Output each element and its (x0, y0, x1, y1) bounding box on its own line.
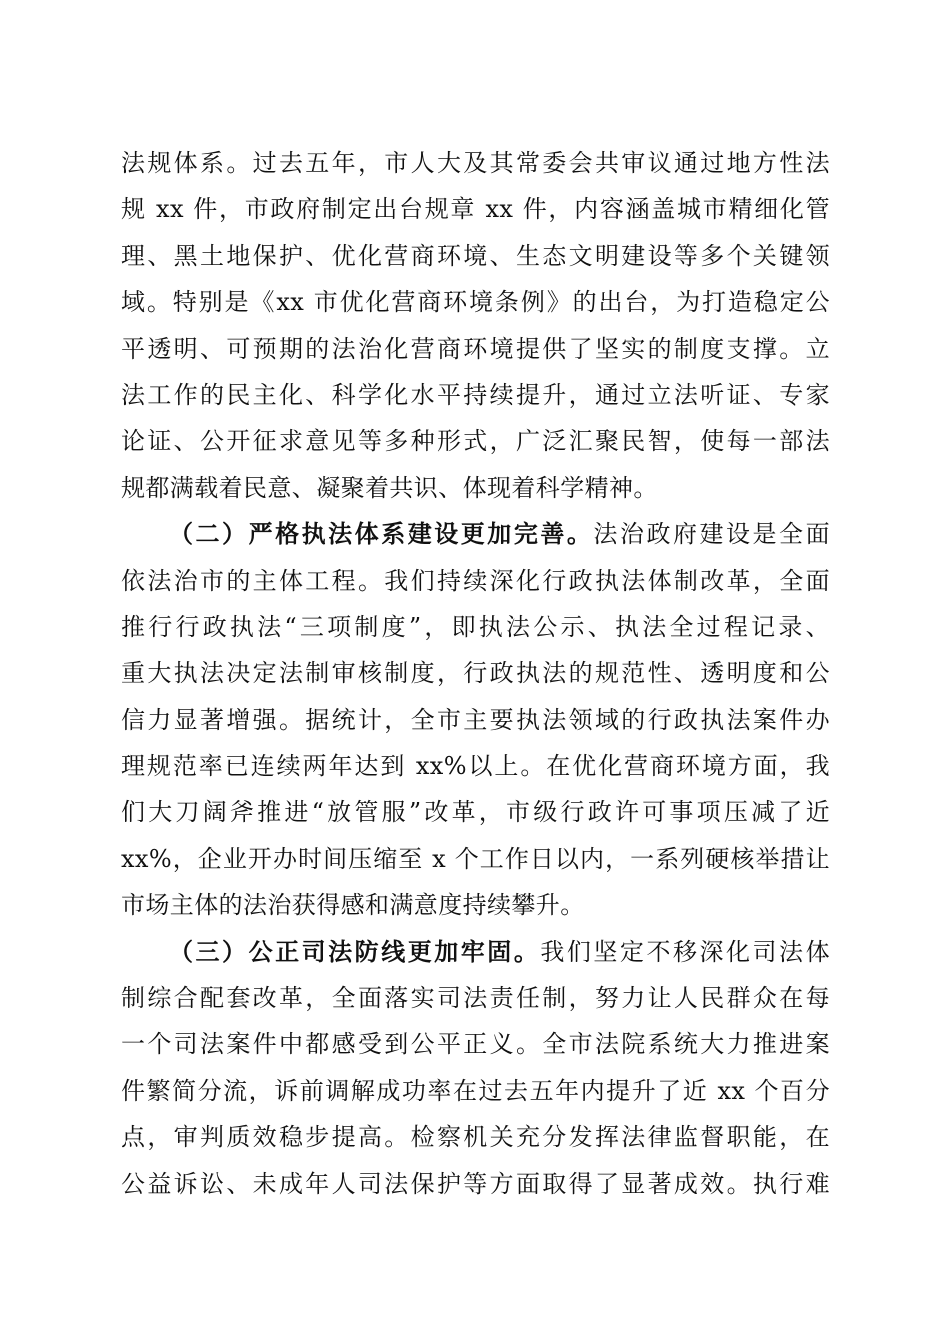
text-line: 理规范率已连续两年达到 xx%以上。在优化营商环境方面，我 (121, 752, 830, 781)
paragraph-first-line (121, 511, 830, 557)
paragraph-judicial (121, 929, 830, 1207)
paragraph-legislation (121, 140, 830, 511)
text-line: xx%，企业开办时间压缩至 x 个工作日以内，一系列硬核举措让 (121, 844, 830, 873)
paragraph-first-line (121, 929, 830, 975)
text-line: 重大执法决定法制审核制度，行政执法的规范性、透明度和公 (121, 659, 830, 688)
text-line: 规 xx 件，市政府制定出台规章 xx 件，内容涵盖城市精细化管 (121, 195, 830, 224)
text-run: 法治政府建设是全面 (593, 520, 830, 549)
paragraph-law-enforcement (121, 511, 830, 929)
text-line: 一个司法案件中都感受到公平正义。全市法院系统大力推进案 (121, 1030, 830, 1059)
text-line: 制综合配套改革，全面落实司法责任制，努力让人民群众在每 (121, 984, 830, 1013)
text-line: 平透明、可预期的法治化营商环境提供了坚实的制度支撑。立 (121, 334, 830, 363)
text-line: 域。特别是《xx 市优化营商环境条例》的出台，为打造稳定公 (121, 288, 830, 317)
text-line: 市场主体的法治获得感和满意度持续攀升。 (121, 891, 585, 920)
text-line: 们大刀阔斧推进“放管服”改革，市级行政许可事项压减了近 (121, 798, 830, 827)
text-line: 法规体系。过去五年，市人大及其常委会共审议通过地方性法 (121, 149, 830, 177)
text-line: 推行行政执法“三项制度”，即执法公示、执法全过程记录、 (121, 612, 830, 641)
section-heading: （二）严格执法体系建设更加完善。 (169, 519, 594, 549)
text-line: 法工作的民主化、科学化水平持续提升，通过立法听证、专家 (121, 380, 830, 409)
text-line: 公益诉讼、未成年人司法保护等方面取得了显著成效。执行难 (121, 1169, 830, 1198)
text-line: 信力显著增强。据统计，全市主要执法领域的行政执法案件办 (121, 705, 830, 734)
text-line: 点，审判质效稳步提高。检察机关充分发挥法律监督职能，在 (121, 1123, 830, 1152)
text-line: 依法治市的主体工程。我们持续深化行政执法体制改革，全面 (121, 566, 830, 595)
text-line: 件繁简分流，诉前调解成功率在过去五年内提升了近 xx 个百分 (121, 1076, 830, 1105)
text-line: 论证、公开征求意见等多种形式，广泛汇聚民智，使每一部法 (121, 427, 830, 456)
document-body (121, 140, 830, 1207)
section-heading: （三）公正司法防线更加牢固。 (169, 936, 541, 966)
text-run: 我们坚定不移深化司法体 (540, 937, 830, 966)
text-line: 规都满载着民意、凝聚着共识、体现着科学精神。 (121, 473, 658, 502)
text-line: 理、黑土地保护、优化营商环境、生态文明建设等多个关键领 (121, 241, 830, 270)
